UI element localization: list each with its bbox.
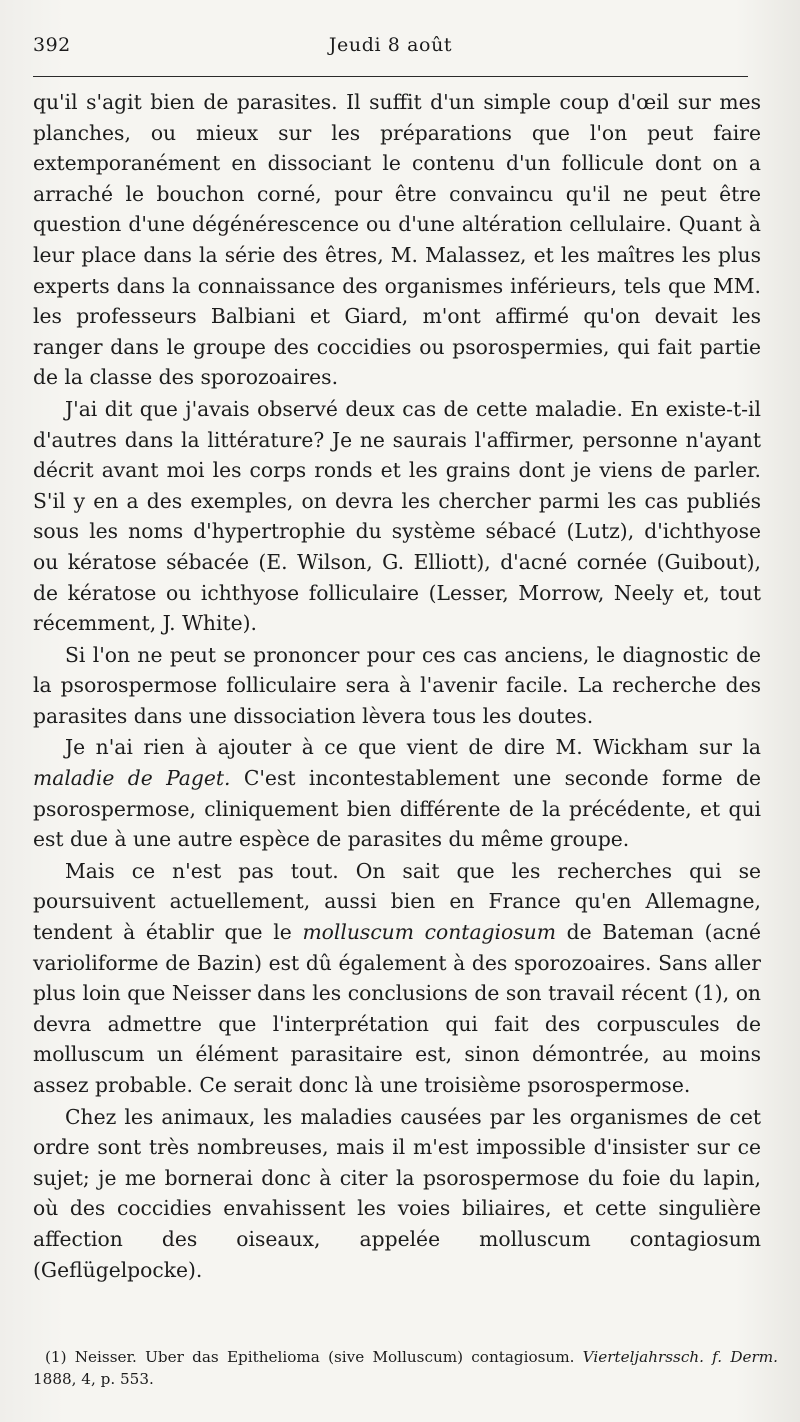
paragraph: Si l'on ne peut se prononcer pour ces cas anciens, le diagnostic de la psorospermose folliculaire sera à l'avenir facile. La recherche des parasites dans une dissociation lèvera tous les doutes. [33, 642, 761, 728]
paragraph: Chez les animaux, les maladies causées par les organismes de cet ordre sont très nombreuses, mais il m'est impossible d'insister sur ce sujet; je me bornerai donc à citer la psorospermose du foie du lapin, où des coccidies envahissent les voies biliaires, et cette singulière affection des oiseaux, appelée molluscum contagiosum (Geflügelpocke). [33, 1104, 761, 1282]
header-rule [33, 76, 748, 77]
footnote [33, 1346, 778, 1390]
journal-title: Vierteljahrssch. f. Derm. [582, 1348, 778, 1366]
running-head [33, 34, 748, 64]
paragraph: J'ai dit que j'avais observé deux cas de cette maladie. En existe-t-il d'autres dans la littérature? Je ne saurais l'affirmer, personne n'ayant décrit avant moi les corps ronds et les grains dont je viens de parler. S'il y en a des exemples, on devra les chercher parmi les cas publiés sous les noms d'hypertrophie du système sébacé (Lutz), d'ichthyose ou kératose sébacée (E. Wilson, G. Elliott), d'acné cornée (Guibout), de kératose ou ichthyose folliculaire (Lesser, Morrow, Neely et, tout récemment, J. White). [33, 396, 761, 636]
paragraph: Mais ce n'est pas tout. On sait que les recherches qui se poursuivent actuellement, aussi bien en France qu'en Allemagne, tendent à établir que le molluscum contagiosum de Bateman (acné varioliforme de Bazin) est dû également à des sporozoaires. Sans aller plus loin que Neisser dans les conclusions de son travail récent (1), on devra admettre que l'interprétation qui fait des corpuscules de molluscum un élément parasitaire est, sinon démontrée, au moins assez probable. Ce serait donc là une troisième psorospermose. [33, 858, 761, 1097]
paragraph: Je n'ai rien à ajouter à ce que vient de dire M. Wickham sur la maladie de Paget. C'est incontestablement une seconde forme de psorospermose, cliniquement bien différente de la précédente, et qui est due à une autre espèce de parasites du même groupe. [33, 735, 761, 852]
italic-term: maladie de Paget. [33, 766, 231, 791]
footnote-text: (1) Neisser. Uber das Epithelioma (sive Molluscum) contagiosum. Vierteljahrssch. f. Derm. 1888, 4, p. 553. [33, 1348, 778, 1388]
body-text [33, 87, 761, 1285]
page-number: 392 [33, 34, 71, 56]
italic-term: molluscum contagiosum [302, 920, 556, 945]
paragraph: qu'il s'agit bien de parasites. Il suffit d'un simple coup d'œil sur mes planches, ou mieux sur les préparations que l'on peut faire extemporanément en dissociant le contenu d'un follicule dont on a arraché le bouchon corné, pour être convaincu qu'il ne peut être question d'une dégénérescence ou d'une altération cellulaire. Quant à leur place dans la série des êtres, M. Malassez, et les maîtres les plus experts dans la connaissance des organismes inférieurs, tels que MM. les professeurs Balbiani et Giard, m'ont affirmé qu'on devait les ranger dans le groupe des coccidies ou psorospermies, qui fait partie de la classe des sporozoaires. [33, 90, 761, 390]
running-title: Jeudi 8 août [328, 34, 453, 56]
